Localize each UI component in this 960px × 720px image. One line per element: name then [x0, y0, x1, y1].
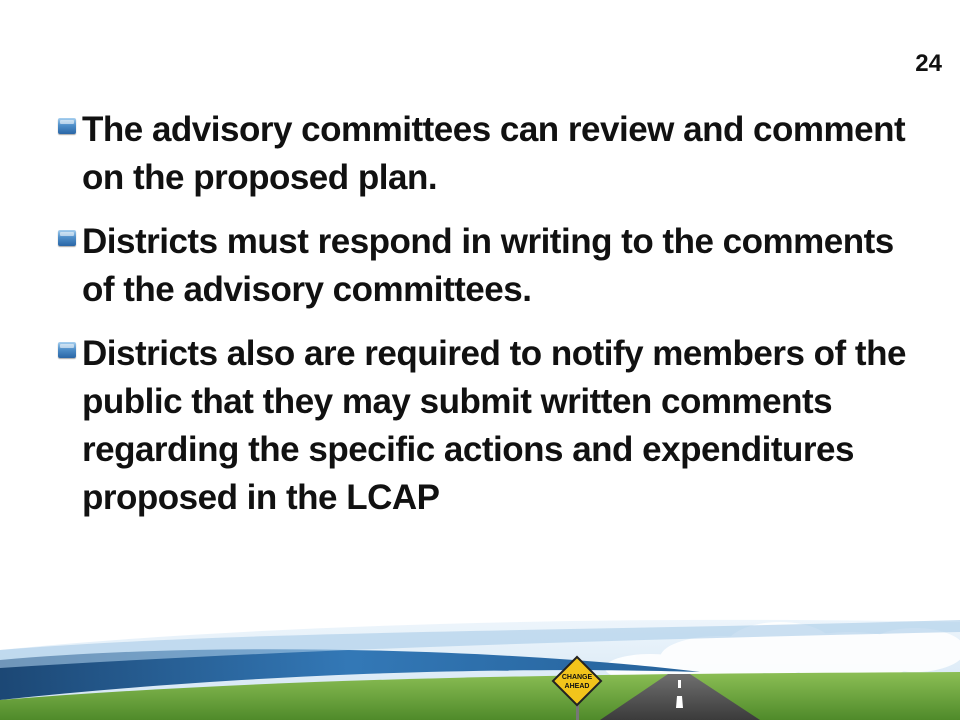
bullet-text: Districts must respond in writing to the comments of the advisory committees. [82, 222, 894, 309]
bullet-item [58, 218, 918, 314]
bullet-icon [58, 118, 76, 134]
bullet-icon [58, 342, 76, 358]
sign-line2: AHEAD [564, 683, 590, 690]
bullet-item [58, 106, 918, 202]
page-number: 24 [915, 50, 942, 77]
bullet-text: Districts also are required to notify members of the public that they may submit written comments regarding the specific actions and expenditures proposed in the LCAP [82, 334, 906, 517]
sign-line1: CHANGE [561, 674, 593, 681]
bullet-text: The advisory committees can review and comment on the proposed plan. [82, 110, 906, 197]
footer-road-illustration [0, 610, 960, 720]
bullet-item [58, 330, 918, 522]
bullet-list [58, 106, 918, 538]
bullet-icon [58, 230, 76, 246]
